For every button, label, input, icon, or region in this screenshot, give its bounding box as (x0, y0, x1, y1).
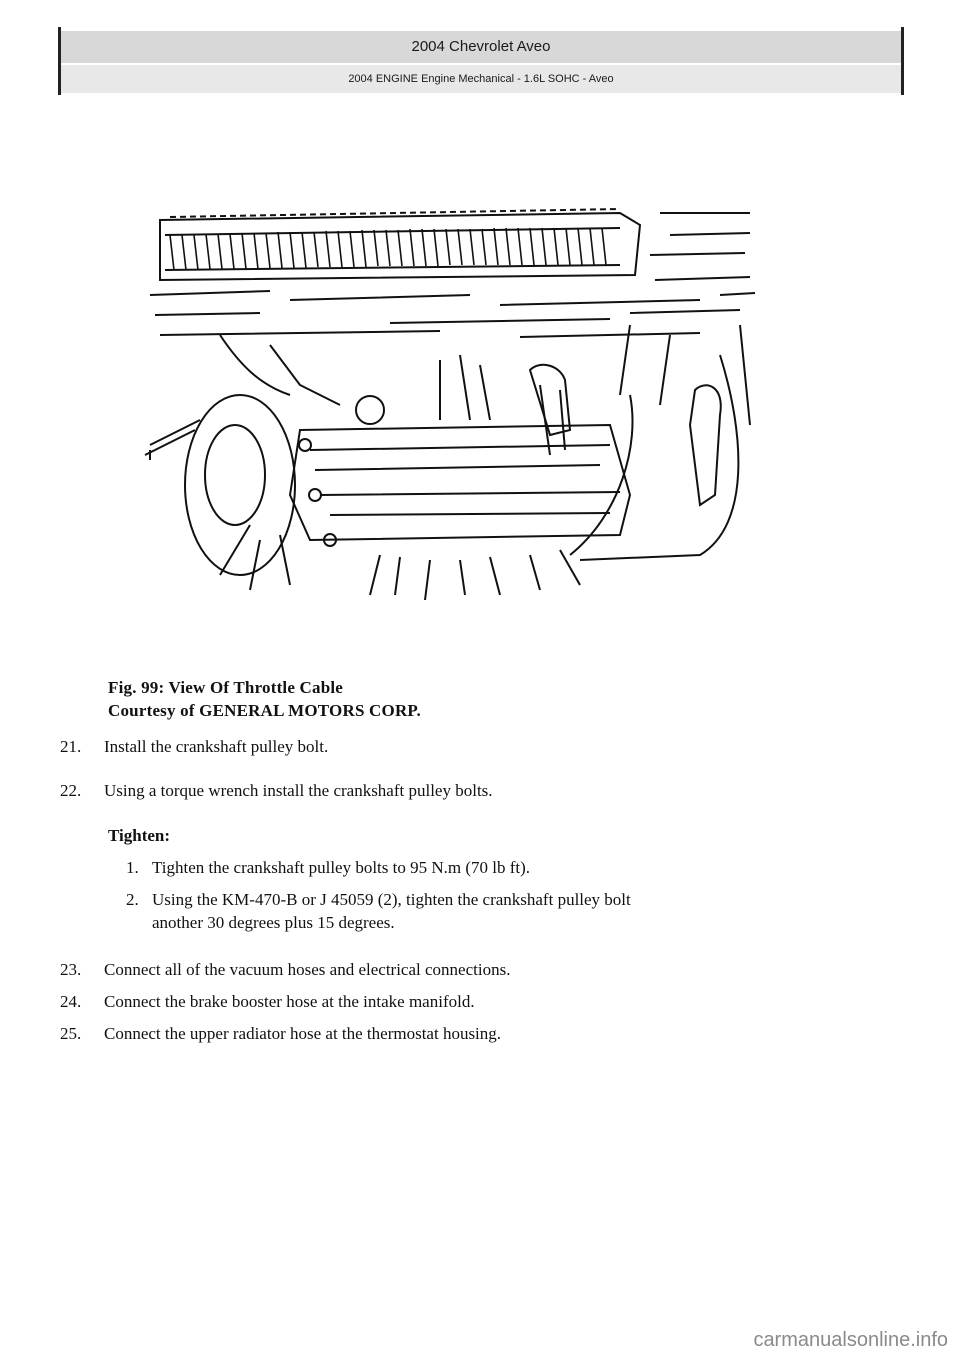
list-item (60, 780, 493, 802)
header-subtitle: 2004 ENGINE Engine Mechanical - 1.6L SOHC - Aveo (61, 65, 901, 93)
caption-credit: Courtesy of GENERAL MOTORS CORP. (108, 701, 421, 720)
list-item (126, 888, 631, 934)
step-text: Connect all of the vacuum hoses and electrical connections. (104, 960, 511, 979)
step-number: 21. (60, 737, 82, 756)
list-item (60, 736, 328, 758)
step-text: Connect the brake booster hose at the intake manifold. (104, 992, 475, 1011)
page-header (58, 27, 904, 95)
step-text: Connect the upper radiator hose at the thermostat housing. (104, 1024, 502, 1043)
substep-number: 1. (126, 858, 139, 877)
tighten-label: Tighten: (108, 826, 171, 845)
header-title: 2004 Chevrolet Aveo (61, 31, 901, 65)
step-number: 25. (60, 1024, 82, 1043)
throttle-cable-illustration (140, 195, 760, 600)
list-item (60, 959, 510, 981)
substep-continuation: another 30 degrees plus 15 degrees. (152, 913, 395, 932)
watermark: carmanualsonline.info (753, 1329, 948, 1351)
substep-number: 2. (126, 890, 139, 909)
step-number: 23. (60, 960, 82, 979)
step-number: 24. (60, 992, 82, 1011)
list-item (126, 856, 530, 879)
list-item (60, 1023, 501, 1045)
substep-text: Using the KM-470-B or J 45059 (2), tighten the crankshaft pulley bolt (152, 890, 631, 909)
step-text: Using a torque wrench install the crankshaft pulley bolts. (104, 781, 493, 800)
step-text: Install the crankshaft pulley bolt. (104, 737, 329, 756)
substep-text: Tighten the crankshaft pulley bolts to 95 N.m (70 lb ft). (152, 858, 531, 877)
figure-caption (108, 676, 421, 722)
list-item (60, 991, 475, 1013)
caption-title: Fig. 99: View Of Throttle Cable (108, 678, 344, 697)
step-number: 22. (60, 781, 82, 800)
